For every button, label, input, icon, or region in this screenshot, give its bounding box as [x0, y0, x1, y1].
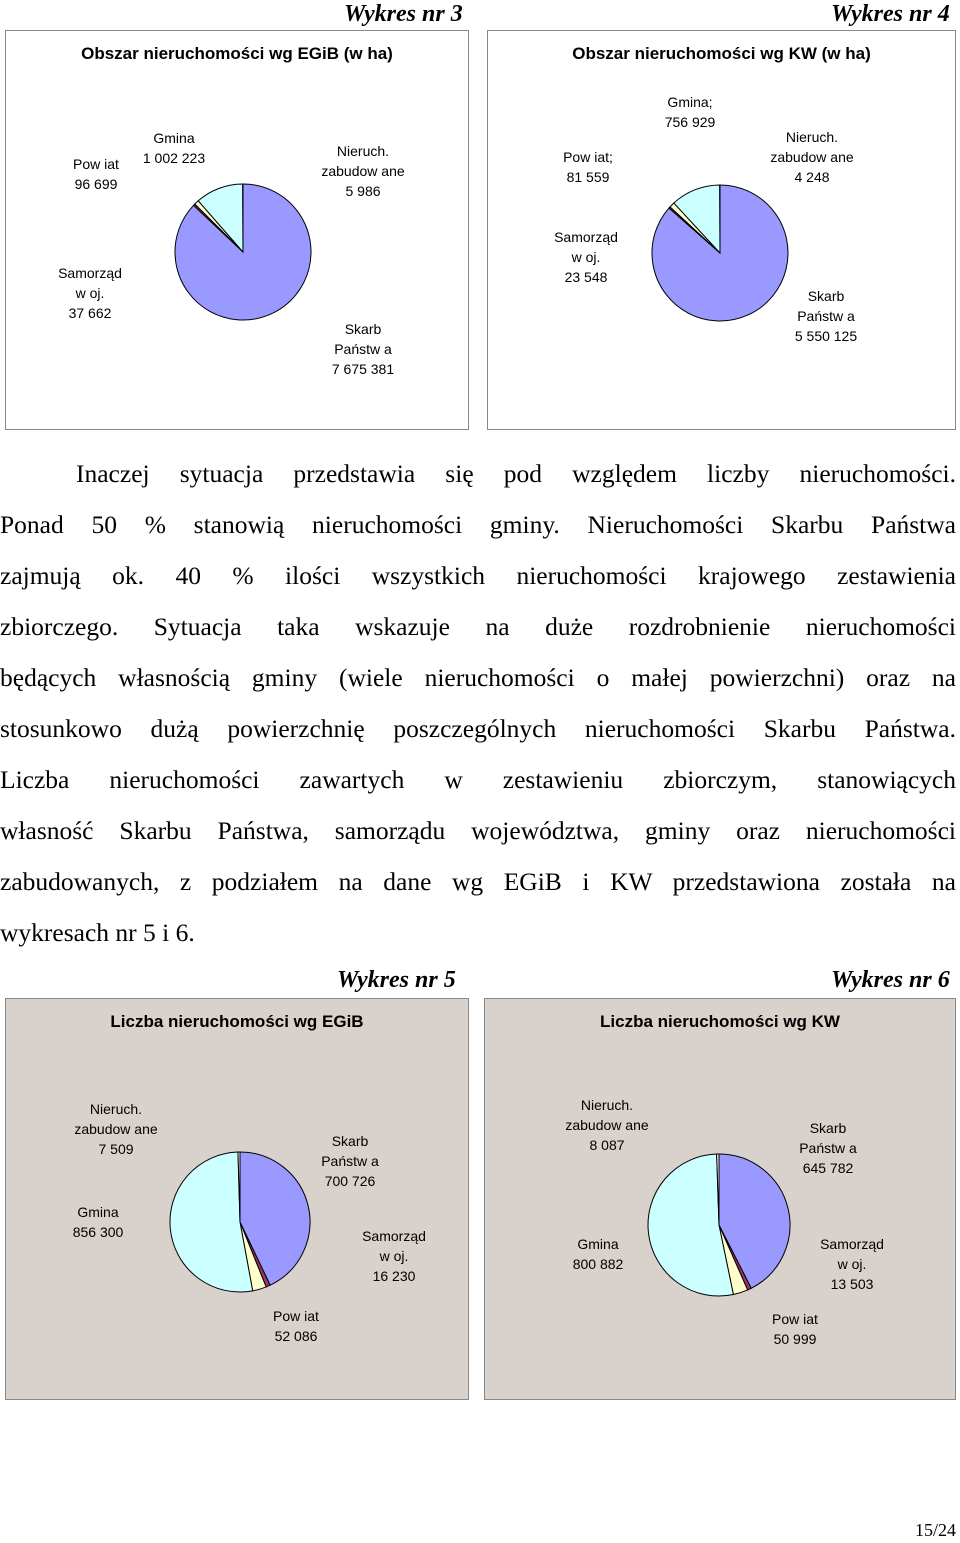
chart-title: Obszar nieruchomości wg EGiB (w ha): [81, 44, 393, 63]
paragraph-line: stosunkowo dużą powierzchnię poszczególnych nieruchomości Skarbu Państwa.: [0, 714, 956, 743]
slice-label-skarb: Skarb Państw a 5 550 125: [794, 288, 858, 344]
wykres-4-header: Wykres nr 4: [831, 1, 950, 27]
slice-label-powiat: Pow iat 52 086: [273, 1308, 319, 1344]
slice-label-gmina: Gmina 800 882: [572, 1236, 624, 1272]
paragraph-line: zajmują ok. 40 % ilości wszystkich nieruchomości krajowego zestawienia: [0, 561, 956, 590]
chart-title: Obszar nieruchomości wg KW (w ha): [572, 44, 871, 63]
paragraph-line: Inaczej sytuacja przedstawia się pod względem liczby nieruchomości.: [76, 459, 956, 488]
slice-label-zabudowane: Nieruch. zabudow ane 8 087: [565, 1097, 649, 1153]
paragraph-line: zbiorczego. Sytuacja taka wskazuje na duże rozdrobnienie nieruchomości: [0, 612, 956, 641]
slice-label-powiat: Pow iat 50 999: [772, 1311, 818, 1347]
paragraph-line: własność Skarbu Państwa, samorządu województwa, gminy oraz nieruchomości: [0, 816, 956, 845]
slice-label-skarb: Skarb Państw a 645 782: [799, 1120, 857, 1176]
slice-label-samorzad: Samorząd w oj. 37 662: [58, 265, 122, 321]
slice-label-skarb: Skarb Państw a 7 675 381: [331, 321, 395, 377]
wykres-3-header: Wykres nr 3: [344, 1, 463, 27]
slice-label-gmina: Gmina 856 300: [72, 1204, 124, 1240]
paragraph-line: Ponad 50 % stanowią nieruchomości gminy. Nieruchomości Skarbu Państwa: [0, 510, 956, 539]
chart-wykres-4: [487, 30, 956, 430]
page-number: 15/24: [914, 1520, 956, 1540]
slice-label-zabudowane: Nieruch. zabudow ane 4 248: [770, 129, 854, 185]
slice-label-powiat: Pow iat; 81 559: [563, 149, 613, 185]
chart-wykres-6: [484, 998, 956, 1400]
slice-label-gmina: Gmina; 756 929: [664, 94, 716, 130]
pie-chart: [6, 999, 468, 1399]
pie-chart: [6, 31, 468, 429]
slice-label-powiat: Pow iat 96 699: [73, 156, 119, 192]
chart-title: Liczba nieruchomości wg EGiB: [110, 1012, 364, 1031]
chart-wykres-3: [5, 30, 469, 430]
paragraph-line: będących własnością gminy (wiele nieruchomości o małej powierzchni) oraz na: [0, 663, 956, 692]
paragraph-line: zabudowanych, z podziałem na dane wg EGiB i KW przedstawiona została na: [0, 867, 956, 896]
slice-label-samorzad: Samorząd w oj. 13 503: [820, 1236, 884, 1292]
slice-label-samorzad: Samorząd w oj. 16 230: [362, 1228, 426, 1284]
chart-title: Liczba nieruchomości wg KW: [600, 1012, 840, 1031]
slice-label-zabudowane: Nieruch. zabudow ane 7 509: [74, 1101, 158, 1157]
paragraph-line: Liczba nieruchomości zawartych w zestawieniu zbiorczym, stanowiących: [0, 765, 956, 794]
wykres-6-header: Wykres nr 6: [831, 967, 950, 993]
slice-label-gmina: Gmina 1 002 223: [142, 130, 206, 166]
pie-chart: [485, 999, 955, 1399]
slice-label-skarb: Skarb Państw a 700 726: [321, 1133, 379, 1189]
chart-wykres-5: [5, 998, 469, 1400]
paragraph-line: wykresach nr 5 i 6.: [0, 918, 195, 947]
wykres-5-header: Wykres nr 5: [337, 967, 456, 993]
slice-label-samorzad: Samorząd w oj. 23 548: [554, 229, 618, 285]
body-paragraph: [0, 448, 956, 958]
slice-label-zabudowane: Nieruch. zabudow ane 5 986: [321, 143, 405, 199]
